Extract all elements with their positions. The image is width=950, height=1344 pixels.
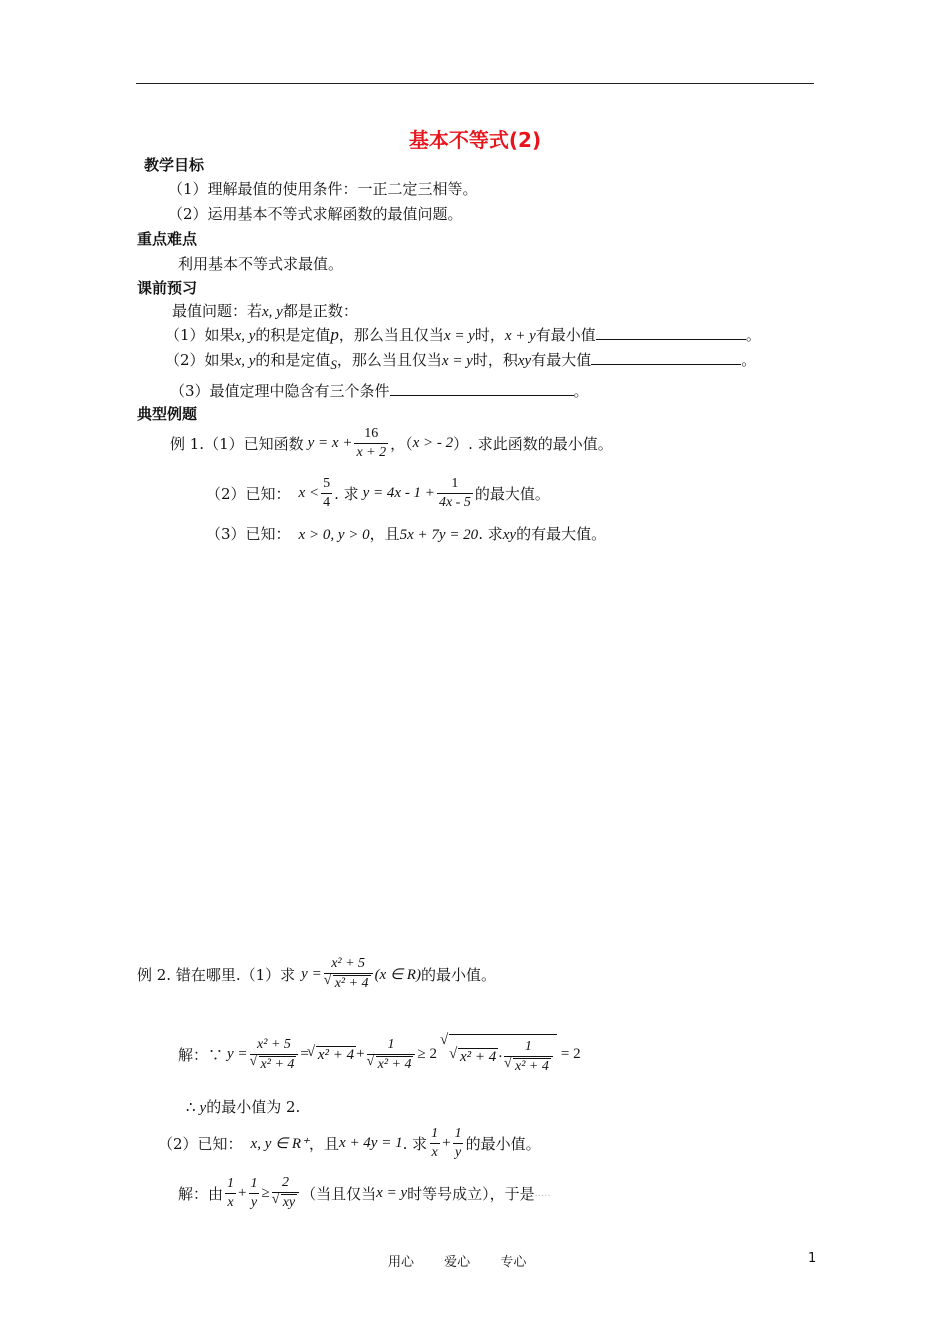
ex2-sol2-sq: √ xy — [281, 1194, 297, 1211]
answer-blank-1 — [596, 325, 746, 340]
keypoints-text: 利用基本不等式求最值。 — [178, 255, 344, 273]
ex2-sol2-plus: + — [238, 1184, 247, 1201]
ex2-sol2-ax: x — [227, 1194, 234, 1210]
q2-end: 。 — [741, 351, 757, 369]
q2-pre: （2）如果 — [165, 351, 235, 369]
ex2-sol2-frac-b — [248, 1176, 259, 1211]
preview-intro-pre: 最值问题：若 — [172, 302, 263, 320]
preview-question-2 — [165, 349, 756, 373]
ex2-sol2-a: 1 — [227, 1175, 235, 1191]
ex2-sol1-one: 1 — [387, 1036, 395, 1052]
example-1-part-2 — [206, 476, 550, 511]
ex2-p2-by: y — [455, 1145, 462, 1161]
answer-blank-2 — [591, 350, 741, 365]
ex1-p2-fraction — [437, 476, 473, 511]
ex2-sol2-frac-c — [272, 1175, 299, 1211]
example-1-part-1 — [170, 426, 613, 461]
ex1-p3-post: 的有最大值。 — [516, 525, 607, 543]
q2-mid2: ，那么当且仅当 — [336, 351, 442, 369]
example-2-part-2 — [158, 1126, 541, 1161]
preview-intro-vars: x, y — [262, 304, 283, 320]
ex2-sol2-ge: ≥ — [261, 1184, 270, 1201]
q3-text: （3）最值定理中隐含有三个条件 — [170, 382, 390, 400]
q1-mid1: 的积是定值 — [255, 326, 331, 344]
answer-blank-3 — [390, 381, 574, 396]
ex1-p3-cond: x > 0, y > 0 — [298, 527, 370, 543]
ex1-p3-mid1: ，且 — [369, 525, 400, 543]
ex1-p2-cond-fraction — [321, 476, 332, 511]
ex2-sol1-den: √ x² + 4 — [259, 1056, 297, 1073]
ex1-p2-cond: x < — [298, 485, 320, 502]
ex2-p2-plus: + — [442, 1135, 451, 1152]
ex2-p1-fraction — [324, 956, 373, 992]
ex1-p3-eq: 5x + 7y = 20 — [399, 527, 479, 543]
preview-intro-post: 都是正数： — [282, 302, 358, 320]
q1-mid2: ，那么当且仅当 — [338, 326, 444, 344]
ex2-sol2-tail: ..... — [534, 1187, 551, 1199]
ex1-p1-den: x + 2 — [356, 445, 387, 461]
ex2-p2-eq: x + 4y = 1 — [339, 1135, 403, 1152]
example-1-part-3 — [206, 523, 606, 544]
ex1-p2-num: 5 — [323, 476, 331, 491]
ex2-p2-mid1: ，且 — [309, 1135, 340, 1154]
section-heading-examples: 典型例题 — [137, 405, 198, 423]
goal-item-2: （2）运用基本不等式求解函数的最值问题。 — [168, 205, 463, 223]
goal-item-1: （1）理解最值的使用条件：一正二定三相等。 — [168, 180, 478, 198]
ex2-sol1-fraction — [250, 1037, 299, 1073]
ex2-p2-frac-a — [429, 1126, 440, 1161]
ex1-p1-cond-pre: ，（ — [390, 435, 413, 454]
ex2-sol2-two: 2 — [281, 1175, 289, 1190]
q1-mid3: 时， — [474, 326, 505, 344]
example-2-solution-1: 解：∵ y = x² + 5 √ x² + 4 = √ x² + 4 + 1 √ x² + 4 ≥ 2 √ √ x² + 4 · 1 √ x² + 4 = 2 — [178, 1034, 581, 1075]
ex2-sol1-plus: + — [356, 1046, 365, 1063]
ex2-p1-post: 的最小值。 — [420, 965, 496, 984]
q2-mid1: 的和是定值 — [255, 351, 331, 369]
section-heading-keypoints: 重点难点 — [137, 230, 198, 248]
ex1-p2-post: 的最大值。 — [474, 485, 550, 504]
q2-s: S — [330, 357, 337, 372]
ex2-p2-post: 的最小值。 — [465, 1135, 541, 1154]
footer-item-2: 爱心 — [444, 1255, 471, 1270]
ex1-p2-fden: 4x - 5 — [438, 495, 471, 511]
ex2-sol2-cond: x = y — [376, 1184, 408, 1201]
ex2-sol1-dot: · — [498, 1048, 502, 1065]
q2-mid3: 时，积 — [472, 351, 518, 369]
ex1-p1-y: y = x + — [307, 435, 353, 452]
ex2-sol1-y: y = — [227, 1046, 248, 1063]
ex2-sol1-big-sqrt — [449, 1034, 557, 1075]
ex2-sol1-den-3: √ x² + 4 — [513, 1058, 551, 1075]
ex1-p2-den: 4 — [323, 495, 331, 511]
q2-post: 有最大值 — [531, 351, 592, 369]
ex1-p2-mid: . 求 — [334, 485, 359, 504]
preview-question-3 — [170, 380, 589, 401]
ex2-p2-cond: x, y ∈ R⁺ — [250, 1136, 310, 1153]
ex2-sol2-label: 解：由 — [178, 1184, 224, 1203]
ex2-sol1-fraction-2 — [367, 1037, 416, 1073]
ex2-sol2-by: y — [250, 1194, 258, 1210]
example-2-conclusion — [186, 1096, 300, 1117]
ex2-p2-label: （2）已知： — [158, 1135, 243, 1154]
q1-cond: x = y — [443, 328, 475, 344]
ex2-p2-ax: x — [431, 1145, 438, 1161]
ex2-sol1-label: 解：∵ — [178, 1046, 224, 1065]
ex2-sol1-one-2: 1 — [524, 1039, 532, 1054]
ex2-sol1-sqrt-term: √ x² + 4 — [316, 1046, 356, 1064]
q1-post: 有最小值 — [535, 326, 596, 344]
q3-end: 。 — [573, 382, 589, 400]
ex1-p2-label: （2）已知： — [206, 485, 291, 504]
example-2-part-1 — [137, 956, 496, 992]
footer-item-1: 用心 — [388, 1255, 415, 1270]
ex2-p1-den: √ x² + 4 — [333, 975, 371, 992]
ex2-p1-label: 例 2. 错在哪里.（1）求 — [137, 965, 296, 984]
footer-slogan — [388, 1251, 552, 1270]
ex2-p2-mid2: . 求 — [402, 1135, 428, 1154]
q2-expr: xy — [517, 353, 532, 369]
preview-intro — [172, 300, 358, 321]
q1-expr: x + y — [504, 328, 536, 344]
ex2-sol2-frac-a — [225, 1176, 236, 1211]
ex1-p1-label: 例 1.（1）已知函数 — [170, 435, 304, 454]
ex1-p1-num: 16 — [364, 426, 379, 441]
ex2-p1-y: y = — [301, 965, 322, 982]
ex1-p1-cond: x > - 2 — [412, 435, 454, 452]
preview-question-1 — [165, 324, 761, 345]
q1-end: 。 — [745, 326, 761, 344]
ex1-p3-mid2: . 求 — [478, 525, 503, 543]
ex2-sol1-eq: = 2 — [560, 1046, 581, 1063]
ex2-sol1-num: x² + 5 — [257, 1036, 291, 1052]
ex1-p2-fnum: 1 — [451, 476, 459, 491]
ex2-sol2-post: 时等号成立），于是 — [407, 1184, 535, 1203]
ex1-p1-post: ）. 求此函数的最小值。 — [453, 435, 613, 454]
q1-p: p — [330, 325, 339, 344]
page-number: 1 — [808, 1251, 817, 1266]
ex2-concl-post: 的最小值为 2. — [206, 1098, 301, 1116]
section-heading-goals: 教学目标 — [144, 156, 205, 174]
ex2-p1-domain: (x ∈ R) — [374, 966, 421, 983]
q1-vars: x, y — [234, 328, 256, 344]
ex2-sol2-paren: （当且仅当 — [301, 1184, 377, 1203]
ex1-p3-label: （3）已知： — [206, 525, 291, 543]
q1-pre: （1）如果 — [165, 326, 235, 344]
ex1-p2-y: y = 4x - 1 + — [362, 485, 435, 502]
ex2-sol1-fraction-3 — [504, 1039, 553, 1075]
header-rule — [136, 83, 814, 84]
footer-item-3: 专心 — [500, 1255, 527, 1270]
ex2-p2-b: 1 — [454, 1126, 462, 1141]
q2-vars: x, y — [234, 353, 256, 369]
ex2-sol1-ge: ≥ 2 — [417, 1046, 437, 1063]
document-title: 基本不等式(2) — [408, 128, 542, 152]
ex2-concl-pre: ∴ — [186, 1098, 196, 1116]
section-heading-preview: 课前预习 — [137, 279, 198, 297]
ex2-p1-num: x² + 5 — [331, 956, 366, 971]
example-2-solution-2 — [178, 1175, 551, 1211]
ex2-p2-a: 1 — [431, 1126, 439, 1141]
ex2-sol1-inner-sqrt: √ √ x² + 4 — [458, 1048, 498, 1066]
ex2-sol2-b: 1 — [250, 1175, 258, 1191]
ex1-p1-fraction — [354, 426, 388, 461]
q2-cond: x = y — [441, 353, 473, 369]
ex2-concl-y: y — [199, 1100, 207, 1116]
ex1-p3-xy: xy — [502, 527, 517, 543]
ex2-p2-frac-b — [453, 1126, 464, 1161]
ex2-sol1-den-2: √ x² + 4 — [376, 1056, 414, 1073]
